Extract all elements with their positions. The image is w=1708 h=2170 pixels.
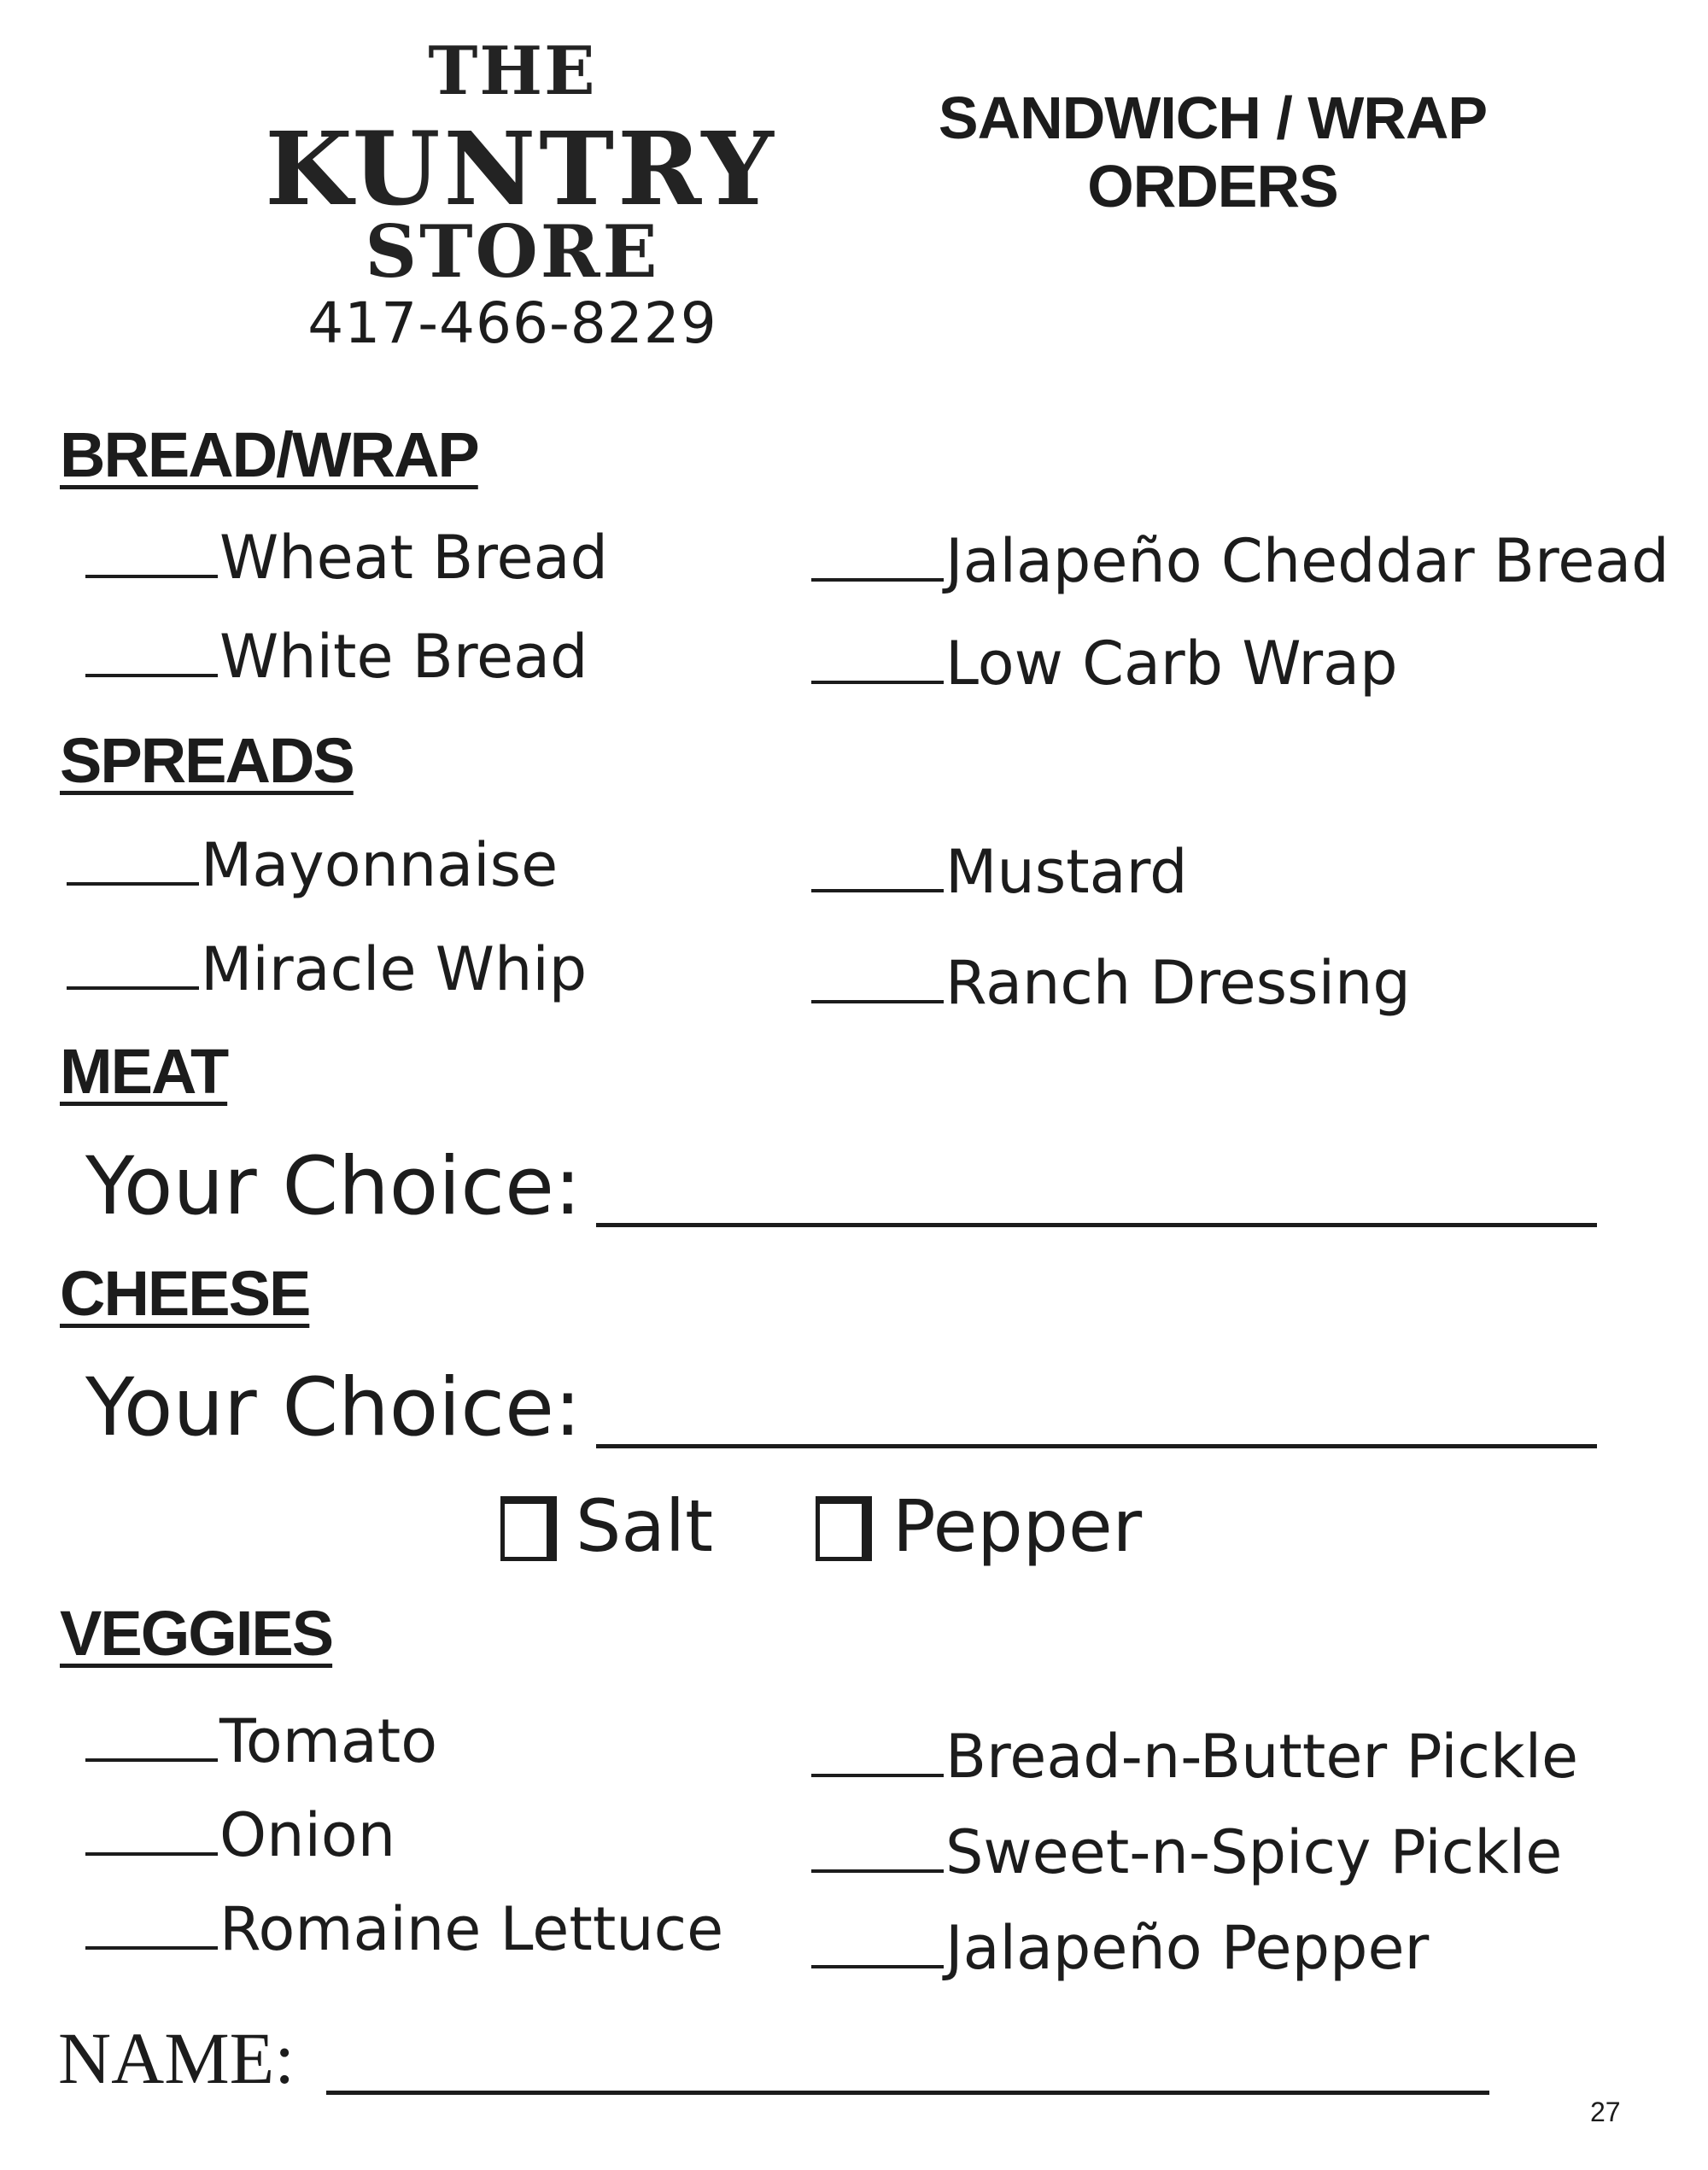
option-label: Mustard bbox=[945, 837, 1188, 907]
option-mustard[interactable] bbox=[811, 837, 1188, 907]
option-label: Sweet-n-Spicy Pickle bbox=[945, 1817, 1563, 1887]
fill-blank[interactable] bbox=[811, 889, 944, 892]
option-jalapeno-cheddar-bread[interactable] bbox=[811, 526, 1670, 596]
pepper-checkbox[interactable] bbox=[816, 1496, 872, 1561]
cheese-choice-label: Your Choice: bbox=[85, 1361, 582, 1454]
section-heading-veggies: VEGGIES bbox=[60, 1598, 333, 1669]
fill-blank[interactable] bbox=[85, 674, 218, 677]
meat-choice-line[interactable] bbox=[596, 1223, 1597, 1227]
section-heading-bread: BREAD/WRAP bbox=[60, 419, 478, 490]
fill-blank[interactable] bbox=[811, 1774, 944, 1777]
form-title bbox=[905, 84, 1520, 220]
section-heading-cheese: CHEESE bbox=[60, 1258, 310, 1329]
pepper-label: Pepper bbox=[892, 1484, 1143, 1568]
option-label: Onion bbox=[219, 1800, 396, 1870]
option-miracle-whip[interactable] bbox=[67, 934, 587, 1004]
fill-blank[interactable] bbox=[811, 578, 944, 582]
option-label: White Bread bbox=[219, 622, 588, 692]
option-jalapeno-pepper[interactable] bbox=[811, 1913, 1429, 1983]
form-title-line2: ORDERS bbox=[1087, 153, 1338, 219]
fill-blank[interactable] bbox=[811, 681, 944, 684]
option-bread-n-butter-pickle[interactable] bbox=[811, 1722, 1578, 1792]
option-label: Jalapeño Cheddar Bread bbox=[945, 526, 1670, 596]
fill-blank[interactable] bbox=[85, 1758, 218, 1762]
logo-kuntry: KUNTRY bbox=[265, 109, 777, 228]
option-wheat-bread[interactable] bbox=[85, 523, 608, 593]
fill-blank[interactable] bbox=[85, 1946, 218, 1950]
fill-blank[interactable] bbox=[811, 1965, 944, 1968]
page-number: 27 bbox=[1590, 2097, 1621, 2127]
option-label: Jalapeño Pepper bbox=[945, 1913, 1430, 1983]
name-label: NAME: bbox=[58, 2017, 295, 2099]
option-label: Romaine Lettuce bbox=[219, 1894, 724, 1964]
option-label: Wheat Bread bbox=[219, 523, 608, 593]
fill-blank[interactable] bbox=[67, 882, 199, 886]
option-label: Bread-n-Butter Pickle bbox=[945, 1722, 1579, 1792]
fill-blank[interactable] bbox=[67, 986, 199, 990]
option-label: Miracle Whip bbox=[201, 934, 588, 1004]
fill-blank[interactable] bbox=[811, 1869, 944, 1873]
option-romaine-lettuce[interactable] bbox=[85, 1894, 723, 1964]
option-label: Mayonnaise bbox=[201, 830, 559, 900]
fill-blank[interactable] bbox=[811, 1000, 944, 1003]
option-low-carb-wrap[interactable] bbox=[811, 629, 1398, 699]
option-mayonnaise[interactable] bbox=[67, 830, 558, 900]
option-onion[interactable] bbox=[85, 1800, 395, 1870]
option-tomato[interactable] bbox=[85, 1706, 437, 1776]
fill-blank[interactable] bbox=[85, 575, 218, 578]
option-ranch-dressing[interactable] bbox=[811, 948, 1411, 1018]
logo-the: THE bbox=[428, 32, 597, 110]
salt-checkbox[interactable] bbox=[500, 1496, 557, 1561]
logo-store: STORE bbox=[365, 209, 660, 294]
option-sweet-n-spicy-pickle[interactable] bbox=[811, 1817, 1562, 1887]
name-line[interactable] bbox=[326, 2091, 1489, 2095]
section-heading-meat: MEAT bbox=[60, 1036, 228, 1107]
option-white-bread[interactable] bbox=[85, 622, 588, 692]
fill-blank[interactable] bbox=[85, 1852, 218, 1856]
form-title-line1: SANDWICH / WRAP bbox=[938, 85, 1488, 151]
store-phone: 417-466-8229 bbox=[307, 290, 717, 356]
option-label: Ranch Dressing bbox=[945, 948, 1411, 1018]
cheese-choice-line[interactable] bbox=[596, 1444, 1597, 1448]
meat-choice-label: Your Choice: bbox=[85, 1140, 582, 1233]
section-heading-spreads: SPREADS bbox=[60, 725, 354, 796]
option-label: Tomato bbox=[219, 1706, 438, 1776]
salt-label: Salt bbox=[576, 1484, 714, 1568]
option-label: Low Carb Wrap bbox=[945, 629, 1398, 699]
